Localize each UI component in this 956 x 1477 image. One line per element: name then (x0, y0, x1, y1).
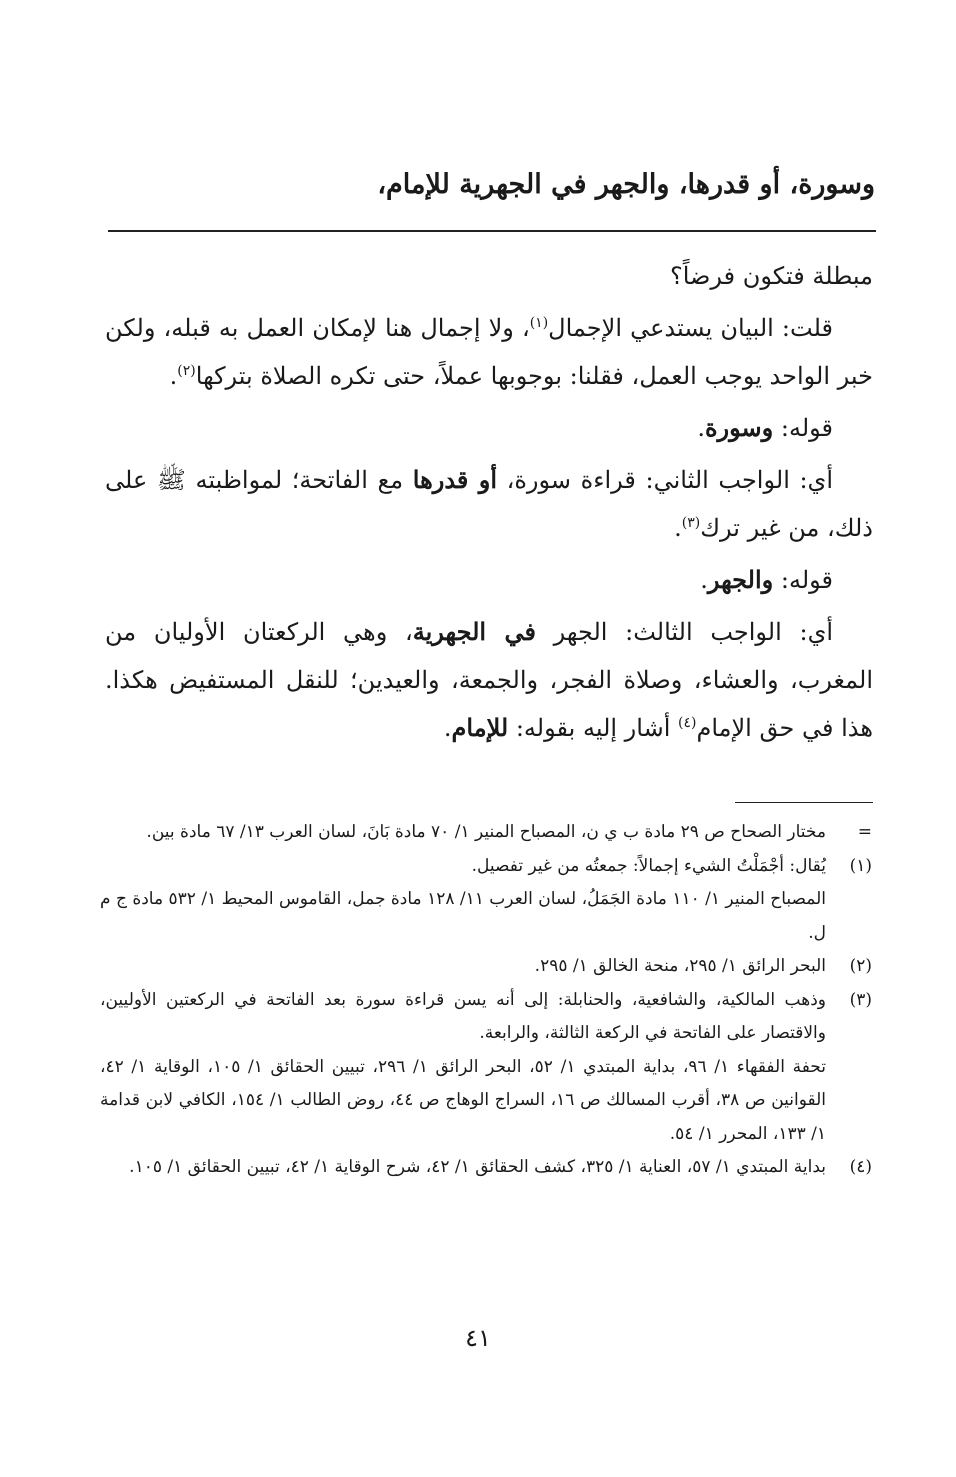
header-rule (108, 230, 876, 232)
footnote-2 (100, 950, 872, 984)
main-text (105, 252, 873, 756)
footnote-3 (100, 984, 872, 1152)
footnote-number: (٢) (849, 956, 872, 976)
footnote-line: البحر الرائق ١/ ٢٩٥، منحة الخالق ١/ ٢٩٥. (534, 956, 826, 976)
footnote-line: المصباح المنير ١/ ١١٠ مادة الجَمَلُ، لسان العرب ١١/ ١٢٨ مادة جمل، القاموس المحيط ١/ ٥٣٢ مادة ج م ل. (100, 889, 826, 943)
paragraph-4-bold-2: للإمام (451, 713, 509, 742)
footnote-4 (100, 1151, 872, 1185)
quote-2-end: . (700, 566, 708, 594)
footnote-separator (735, 802, 873, 803)
page-number: ٤١ (465, 1324, 491, 1352)
footnote-ref-3[interactable]: (٣) (681, 515, 701, 531)
footnote-line: بداية المبتدي ١/ ٥٧، العناية ١/ ٣٢٥، كشف الحقائق ١/ ٤٢، شرح الوقاية ١/ ٤٢، تبيين الحقائق ١/ ١٠٥. (129, 1157, 826, 1177)
paragraph-2-end: . (169, 362, 178, 390)
footnote-number: (٤) (849, 1157, 872, 1177)
paragraph-1-text: مبطلة فتكون فرضاً؟ (670, 262, 873, 290)
paragraph-4-text-a: أي: الواجب الثالث: الجهر (535, 618, 834, 646)
footnote-number: (١) (849, 855, 872, 876)
footnote-number: (٣) (849, 989, 872, 1010)
quote-1-word: وسورة (704, 413, 774, 442)
paragraph-1 (105, 252, 873, 300)
quote-2-word: والجهر (707, 565, 774, 594)
paragraph-4-text-c: أشار إليه بقوله: (508, 714, 678, 742)
paragraph-3-bold: أو قدرها (412, 465, 497, 494)
paragraph-3-text-b: مع الفاتحة؛ لمواظبته ﷺ على ذلك، من غير ترك (105, 466, 873, 542)
paragraph-3-end: . (674, 514, 682, 542)
paragraph-2-text-b: ، ولا إجمال هنا لإمكان العمل به قبله، ولكن خبر الواحد يوجب العمل، فقلنا: بوجوبها عملاً، حتى تكره الصلاة بتركها (105, 314, 873, 390)
footnote-ref-2[interactable]: (٢) (177, 363, 196, 379)
footnote-ref-1[interactable]: (١) (529, 315, 549, 331)
footnote-line: يُقال: أجْمَلْتُ الشيء إجمالاً: جمعتُه من غير تفصيل. (471, 855, 826, 876)
footnote-marker: = (857, 822, 872, 842)
paragraph-4 (105, 608, 873, 752)
quote-1-end: . (697, 414, 705, 442)
running-title: وسورة، أو قدرها، والجهر في الجهرية للإمام، (377, 169, 875, 200)
footnote-line: مختار الصحاح ص ٢٩ مادة ب ي ن، المصباح المنير ١/ ٧٠ مادة بَانَ، لسان العرب ١٣/ ٦٧ مادة بين. (146, 822, 826, 842)
paragraph-3 (105, 456, 873, 552)
paragraph-4-bold: في الجهرية (412, 617, 536, 646)
paragraph-2-text-a: قلت: البيان يستدعي الإجمال (548, 314, 833, 342)
footnote-continued (100, 816, 872, 850)
paragraph-4-text-b: ، وهي الركعتان الأوليان من المغرب، والعشاء، وصلاة الفجر، والجمعة، والعيدين؛ للنقل المستفيض هكذا. هذا في حق الإمام (105, 618, 873, 742)
paragraph-3-text-a: أي: الواجب الثاني: قراءة سورة، (497, 466, 834, 494)
footnote-1 (100, 850, 872, 951)
quote-2-prefix: قوله: (773, 566, 833, 594)
paragraph-2 (105, 304, 873, 400)
paragraph-4-end: . (443, 714, 452, 742)
footnote-line: تحفة الفقهاء ١/ ٩٦، بداية المبتدي ١/ ٥٢، البحر الرائق ١/ ٢٩٦، تبيين الحقائق ١/ ١٠٥، الوقاية ١/ ٤٢، القوانين ص ٣٨، أقرب المسالك ص ١٦، السراج الوهاج ص ٤٤، روض الطالب ١/ ١٥٤، الكافي لابن قدامة ١/ ١٣٣، المحرر ١/ ٥٤. (100, 1056, 827, 1144)
quote-heading-1 (105, 404, 873, 452)
quote-1-prefix: قوله: (773, 414, 833, 442)
footnote-line: وذهب المالكية، والشافعية، والحنابلة: إلى أنه يسن قراءة سورة بعد الفاتحة في الركعتين الأوليين، والاقتصار على الفاتحة في الركعة الثالثة، والرابعة. (100, 989, 826, 1043)
running-header (105, 160, 875, 210)
footnotes (100, 816, 872, 1185)
footnote-ref-4[interactable]: (٤) (678, 715, 697, 731)
quote-heading-2 (105, 556, 873, 604)
